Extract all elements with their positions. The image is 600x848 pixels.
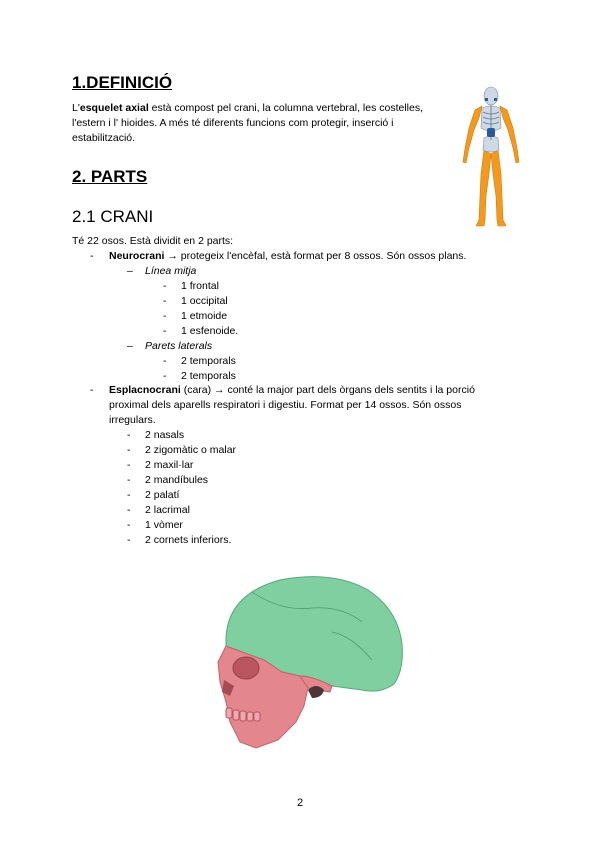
list-bullet: - <box>127 519 131 531</box>
page-number: 2 <box>296 797 304 809</box>
heading-parts: 2. PARTS <box>72 167 148 186</box>
list-bullet: – <box>127 340 133 352</box>
list-item: 1 occipital <box>181 295 228 307</box>
crani-intro: Té 22 osos. Està dividit en 2 parts: <box>72 235 234 247</box>
esplacnocrani-text-line2: proximal dels aparells respiratori i digestiu. Format per 14 ossos. Són ossos <box>109 399 462 411</box>
list-bullet: - <box>163 325 167 337</box>
list-bullet: - <box>127 444 131 456</box>
intro-rest: està compost pel crani, la columna vertebral, les costelles, l'estern i l' hioides. A més té diferents funcions com protegir, inserció i estabilització. <box>72 102 424 144</box>
skeleton-illustration <box>455 84 527 232</box>
esplacnocrani-label: Esplacnocrani <box>109 384 181 396</box>
neurocrani-label: Neurocrani <box>109 250 165 262</box>
list-item: 2 nasals <box>145 429 185 441</box>
list-bullet: – <box>127 265 133 277</box>
list-item: 1 vòmer <box>145 519 183 531</box>
list-bullet: - <box>127 474 131 486</box>
list-bullet: - <box>127 504 131 516</box>
list-item: 2 cornets inferiors. <box>145 534 232 546</box>
intro-prefix: L' <box>72 102 80 114</box>
list-bullet: - <box>127 429 131 441</box>
list-bullet: - <box>127 459 131 471</box>
list-item: 2 zigomàtic o malar <box>145 444 237 456</box>
esplacnocrani-text: (cara) → conté la major part dels òrgans dels sentits i la porció <box>180 384 475 396</box>
list-bullet: - <box>90 384 94 396</box>
list-item: 1 etmoide <box>181 310 228 322</box>
neurocrani-text: → protegeix l'encèfal, està format per 8 ossos. Són ossos plans. <box>164 250 467 262</box>
list-bullet: - <box>90 250 94 262</box>
skull-illustration <box>212 572 412 752</box>
neurocrani-item <box>109 249 466 264</box>
list-item: 1 frontal <box>181 280 219 292</box>
list-item: 2 temporals <box>181 370 236 382</box>
esplacnocrani-item <box>109 383 475 398</box>
heading-definicio: 1.DEFINICIÓ <box>72 73 173 92</box>
list-bullet: - <box>127 534 131 546</box>
parets-laterals-label: Parets laterals <box>145 340 213 352</box>
list-bullet: - <box>163 355 167 367</box>
esplacnocrani-text-line3: irregulars. <box>109 414 156 426</box>
list-bullet: - <box>163 370 167 382</box>
list-bullet: - <box>163 280 167 292</box>
list-bullet: - <box>127 489 131 501</box>
definition-paragraph <box>72 101 447 146</box>
list-bullet: - <box>163 310 167 322</box>
list-item: 2 maxil·lar <box>145 459 194 471</box>
heading-crani: 2.1 CRANI <box>72 207 154 226</box>
list-item: 2 mandíbules <box>145 474 209 486</box>
linea-mitja-label: Línea mitja <box>145 265 197 277</box>
intro-bold-term: esquelet axial <box>79 102 149 114</box>
list-item: 1 esfenoide. <box>181 325 239 337</box>
list-item: 2 palatí <box>145 489 180 501</box>
list-item: 2 lacrimal <box>145 504 190 516</box>
list-item: 2 temporals <box>181 355 236 367</box>
list-bullet: - <box>163 295 167 307</box>
